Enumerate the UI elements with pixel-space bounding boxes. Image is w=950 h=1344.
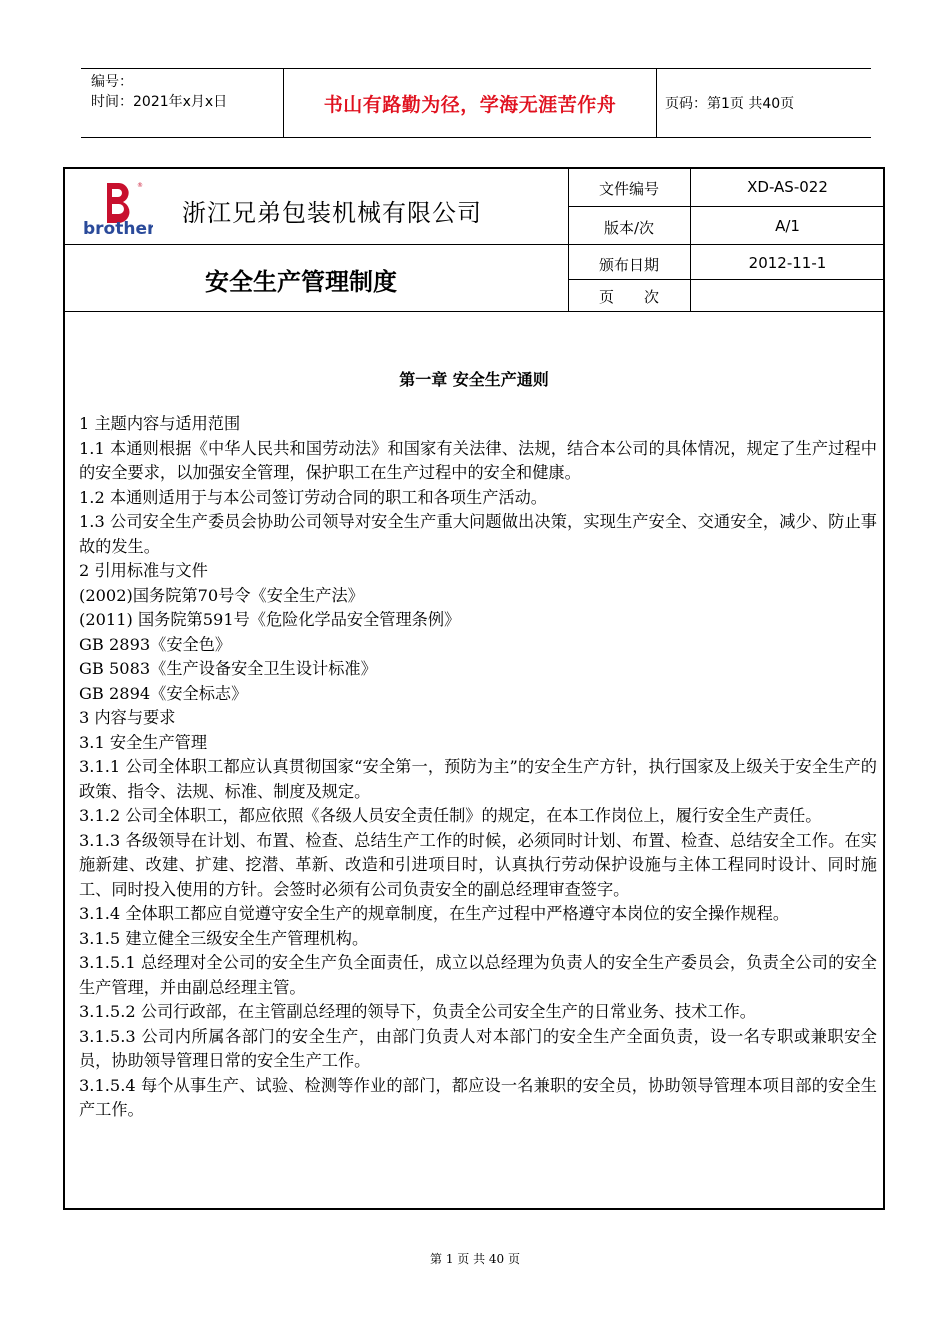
document-frame [63,167,885,1210]
paragraph: 3.1.3 各级领导在计划、布置、检查、总结生产工作的时候，必须同时计划、布置、检查、总结安全工作。在实施新建、改建、扩建、挖潜、革新、改造和引进项目时，认真执行劳动保护设施与主体工程同时设计、同时施工、同时投入使用的方针。会签时必须有公司负责安全的副总经理审查签字。 [79,830,877,899]
field-label-pages: 页 次 [598,288,659,306]
svg-text:®: ® [137,182,143,189]
company-name: 浙江兄弟包装机械有限公司 [182,199,482,227]
header-hline-1 [568,206,883,207]
paragraph: 3.1.5.1 总经理对全公司的安全生产负全面责任，成立以总经理为负责人的安全生产委员会，负责全公司的安全生产管理，并由副总经理主管。 [79,953,877,997]
page-info: 页码：第1页 共40页 [665,96,795,112]
paragraph: 2 引用标准与文件 [79,561,208,580]
field-value-issue-date: 2012-11-1 [748,254,827,272]
paragraph: 3.1.5.4 每个从事生产、试验、检测等作业的部门，都应设一名兼职的安全员，协助领导管理本项目部的安全生产工作。 [79,1075,877,1119]
header-hline-3 [568,279,883,280]
header-bottom-line [65,311,883,312]
paragraph: 3.1.5.3 公司内所属各部门的安全生产，由部门负责人对本部门的安全生产全面负责，设一名专职或兼职安全员，协助领导管理日常的安全生产工作。 [79,1026,877,1070]
field-label-file-number: 文件编号 [598,180,659,198]
motto: 书山有路勤为径，学海无涯苦作舟 [283,69,657,137]
time-label: 时间：2021年x月x日 [91,94,228,110]
paragraph: 3.1.5 建立健全三级安全生产管理机构。 [79,928,369,948]
field-value-version: A/1 [775,217,800,235]
document-body [79,412,877,1123]
paragraph: 1.3 公司安全生产委员会协助公司领导对安全生产重大问题做出决策，实现生产安全、交通安全，减少、防止事故的发生。 [79,512,877,556]
paragraph: (2002)国务院第70号令《安全生产法》 [79,585,364,605]
field-label-version: 版本/次 [603,219,655,237]
paragraph: (2011) 国务院第591号《危险化学品安全管理条例》 [79,610,461,629]
field-value-file-number: XD-AS-022 [747,178,828,196]
chapter-title: 第一章 安全生产通则 [399,370,549,389]
paragraph: 3.1.5.2 公司行政部，在主管副总经理的领导下，负责全公司安全生产的日常业务、技术工作。 [79,1002,756,1021]
paragraph: 1.1 本通则根据《中华人民共和国劳动法》和国家有关法律、法规，结合本公司的具体情况，规定了生产过程中的安全要求，以加强安全管理，保护职工在生产过程中的安全和健康。 [79,438,877,482]
page-footer: 第 1 页 共 40 页 [430,1252,520,1266]
field-label-issue-date: 颁布日期 [598,256,659,274]
document-title: 安全生产管理制度 [205,268,397,296]
paragraph: 3.1.2 公司全体职工，都应依照《各级人员安全责任制》的规定，在本工作岗位上，履行安全生产责任。 [79,806,822,825]
header-divider [65,244,883,245]
paragraph: 3 内容与要求 [79,708,176,727]
number-label: 编号： [91,74,133,90]
paragraph: 3.1.4 全体职工都应自觉遵守安全生产的规章制度，在生产过程中严格遵守本岗位的安全操作规程。 [79,904,790,923]
paragraph: GB 2894《安全标志》 [79,683,248,703]
paragraph: GB 5083《生产设备安全卫生设计标准》 [79,659,377,678]
logo-text: brother [83,219,153,237]
paragraph: 1.2 本通则适用于与本公司签订劳动合同的职工和各项生产活动。 [79,487,547,507]
paragraph: 3.1 安全生产管理 [79,732,208,752]
doc-meta [91,72,227,112]
paragraph: GB 2893《安全色》 [79,634,232,654]
paragraph: 3.1.1 公司全体职工都应认真贯彻国家“安全第一，预防为主”的安全生产方针，执行国家及上级关于安全生产的政策、指令、法规、标准、制度及规定。 [79,757,877,801]
top-header [81,68,871,138]
paragraph: 1 主题内容与适用范围 [79,414,241,433]
brother-logo [81,177,153,237]
